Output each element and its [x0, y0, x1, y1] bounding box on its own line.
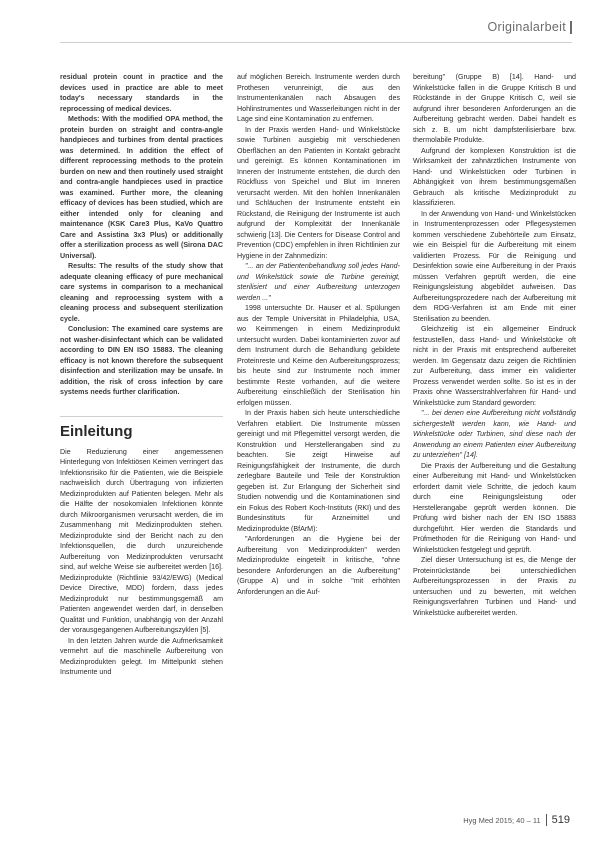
column-2: [237, 72, 400, 597]
header-divider: [570, 21, 572, 34]
page-number: 519: [551, 814, 570, 826]
body-paragraph: Die Praxis der Aufbereitung und die Gestaltung einer Aufbereitung mit Hand- und Winkelstücken erfordert damit viele Schritte, die jedoch kaum durch eine Reinigungsleistung oder Herstellerangabe geprüft werden können. Die Prüfung wird bisher nach der EN ISO 15883 durchgeführt. Hier werden die Standards und Prüfmethoden für die Reinigung von Hand- und Winkelstücken festgelegt und geprüft.: [413, 461, 576, 554]
abstract: [60, 72, 223, 398]
journal-citation: Hyg Med 2015; 40 – 11: [463, 815, 541, 825]
header-rule: [60, 42, 572, 43]
column-3: [413, 72, 576, 618]
body-paragraph: bereitung" (Gruppe B) [14]. Hand- und Winkelstücke fallen in die Gruppe Kritisch B und Rückstände in der Gruppe Kritisch C, weil sie aufgrund ihrer besonderen Anforderungen an die Aufbereitung gebracht werden. Dabei handelt es sich z. B. um nicht dampfsterilisierbare bzw. thermolabile Produkte.: [413, 73, 576, 144]
section-label: Originalarbeit: [487, 20, 566, 34]
abstract-intro: residual protein count in practice and the devices used in practice are able to meet today's necessary standards in the reprocessing of medical devices.: [60, 73, 223, 113]
section-heading-einleitung: Einleitung: [60, 416, 223, 441]
page-footer: [463, 814, 570, 826]
body-paragraph: Gleichzeitig ist ein allgemeiner Eindruck festzustellen, dass Hand- und Winkelstücke oft nicht in der Praxis mit entsprechend aufbereitet werden. Im Gegensatz dazu zeigen die Richtlinien zur Aufbereitung, dass immer ein validierter Prozess verwendet werden sollte. So ist es in der Praxis ohne Wasserstrahlverfahren für Hand- und Winkelstücke zum Standard geworden:: [413, 325, 576, 407]
column-1: [60, 72, 223, 678]
abstract-results: [60, 261, 223, 324]
methods-text: With the modified OPA method, the protein burden on straight and contra-angle handpieces and turbines from dental practices was determined. In addition the effect of different reprocessing methods to the protein burden on new and then routinely used straight and contra-angle handpieces used in practice was examined. Further more, the cleaning efficacy of devices has been studied, which are either intended only for cleaning and maintenance (KSK Care3 Plus, KaVo Quattro Care and Assistina 3x3 Plus) or additionally offer a sterilization process as well (Sirona DAC Universal).: [60, 115, 223, 260]
footer-divider: [546, 814, 547, 826]
body-paragraph: In der Praxis haben sich heute unterschiedliche Verfahren etabliert. Die Instrumente müssen gereinigt und mit Pflegemittel versorgt werden, die Konstruktion und Herstellerangaben sind zu beachten. Sie zeigt Hinweise auf Reinigungsfähigkeit der Instrumente, die durch zerlegbare Bauteile und Teile der Konstruktion gegeben ist. Zur Erlangung der Sicherheit sind Studien notwendig und die Kontaminationen sind ein Fokus des Robert Koch-Instituts (RKI) und des Bundesinstituts für Arzneimittel und Medizinprodukte (BfArM):: [237, 409, 400, 533]
body-paragraph: Die Reduzierung einer angemessenen Hinterlegung von Infektiösen Keimen verringert das Infektionsrisiko für die Patienten, wie die Beispiele nachweislich durch Übertragung von infizierten Medizinprodukten auf Patienten belegen. Mehr als die Hälfte der nosokomialen Infektionen könnte durch Mikroorganismen verursacht werden, die im Zusammenhang mit Medizinprodukten stehen. Medizinprodukte sind der Bericht nach zu den Infektionsquellen, die durch unzureichende Aufbereitung von Medizinprodukten verursacht sind, auf welche Weise sie aufbereitet werden [16]. Medizinprodukte (Richtlinie 93/42/EWG) (Medical Device Directive, MDD) fordern, dass jedes Medizinprodukt nur bestimmungsgemäß am Patienten angewendet werden darf, in denselben Qualität und Funktion, unabhängig von der Anzahl der vorausgegangenen Aufbereitungszyklen [5].: [60, 447, 223, 634]
body-paragraph: In der Anwendung von Hand- und Winkelstücken in Instrumentenprozessen oder Pflegesystemen kommen verschiedene Zubehörteile zum Einsatz, wie ein Beispiel für die Aufbereitung mit einem validierten Prozess. Für die Reinigung und Desinfektion sowie eine Aufbereitung in der Praxis müssen Verfahren geprüft werden, die eine Reinigungsleistung abgebildet aufweisen. Das Aufbereitungsprozedere nach der Aufbereitung mit dem RDG-Verfahren ist am Ende mit einer Sterilisation zu beenden.: [413, 209, 576, 323]
body-quote: "... an der Patientenbehandlung soll jedes Hand- und Winkelstück sowie die Turbine gereinigt, sterilisiert und einer Aufbereitung unterzogen werden ...": [237, 262, 400, 302]
body-paragraph: 1998 untersuchte Dr. Hauser et al. Spülungen aus der Temple Universität in Philadelphia, USA, wo Keimmengen in einem Medizinprodukt untersucht wurden. Dabei kontaminierten zuvor auf dem Instrument durch die Behandlung gebildete Proteinreste und Keime den Aufbereitungsprozess; bis heute sind zur Instrumente noch immer bestimmte Reste vorhanden, auf die weitere Aufbereitung einschließlich der Sterilisation hin erfolgen müssen.: [237, 304, 400, 407]
body-paragraph: In der Praxis werden Hand- und Winkelstücke sowie Turbinen ausgiebig mit verschiedenen Oberflächen an den Patienten in Kontakt gebracht und gereinigt. Es können Kontaminationen im Inneren der Instrumente entstehen, die durch den Rückfluss von Speichel und Blut im Inneren verursacht werden. Mit den hohlen Innenkanälen und Schläuchen der Instrumente entsteht ein Rückstand, die Reinigung der Instrumente ist auch aufgrund der Komplexität der Innenkanäle schwierig [13]. Die Centers for Disease Control and Prevention (CDC) empfehlen in ihren Richtlinien zur Hygiene in der Zahnmedizin:: [237, 125, 400, 260]
page-header: [487, 20, 572, 34]
conclusion-label: Conclusion:: [68, 325, 109, 333]
body-paragraph: Aufgrund der komplexen Konstruktion ist die Wirksamkeit der zahnärztlichen Instrumente von Hand- und Winkelstücken oder Turbinen in Abhängigkeit von ihrem bestimmungsgemäßen Gebrauch als kritische Medizinprodukt zu klassifizieren.: [413, 146, 576, 207]
body-paragraph: Ziel dieser Untersuchung ist es, die Menge der Proteinrückstände bei unterschiedlichen Aufbereitungsprozessen in der Praxis zu untersuchen und zu bewerten, mit welchen Reinigungsverfahren Turbinen und Hand- und Winkelstücke aufbereitet werden.: [413, 556, 576, 617]
conclusion-text: The examined care systems are not washer-disinfectant which can be validated according to DIN EN ISO 15883. The cleaning efficacy is not known therefore the subsequent disinfection and sterilization may be unsafe. In addition, the risk of cross infection by care systems needs further clarification.: [60, 325, 223, 396]
abstract-methods: [60, 114, 223, 261]
results-label: Results:: [68, 262, 96, 270]
abstract-conclusion: [60, 324, 223, 398]
body-quote: "... bei denen eine Aufbereitung nicht vollständig sichergestellt werden kann, wie Hand- und Winkelstücke oder Turbinen, sind diese nach der Anwendung an einem Patienten einer Aufbereitung zu unterziehen" [14].: [413, 409, 576, 459]
body-paragraph: auf möglichen Bereich. Instrumente werden durch Prothesen verunreinigt, die aus den Instrumentenkanälen nach Absaugen des Hohlinstrumentes und Wasserleitungen nicht in der Lage sind eine Kontamination zu entfernen.: [237, 73, 400, 123]
methods-label: Methods:: [68, 115, 100, 123]
body-paragraph: "Anforderungen an die Hygiene bei der Aufbereitung von Medizinprodukten" werden Medizinprodukte eingeteilt in kritische, "ohne besondere Anforderungen an die Aufbereitung" (Gruppe A) und in solche "mit erhöhten Anforderungen an die Auf-: [237, 535, 400, 596]
results-text: The results of the study show that adequate cleaning efficacy of pure mechanical care systems in comparison to a mechanical cleaning and reprocessing system with a cleaning process and subsequent sterilization cycle.: [60, 262, 223, 323]
body-paragraph: In den letzten Jahren wurde die Aufmerksamkeit vermehrt auf die maschinelle Aufbereitung von Medizinprodukten gelegt. Im Mittelpunkt stehen Instrumente und: [60, 636, 223, 676]
